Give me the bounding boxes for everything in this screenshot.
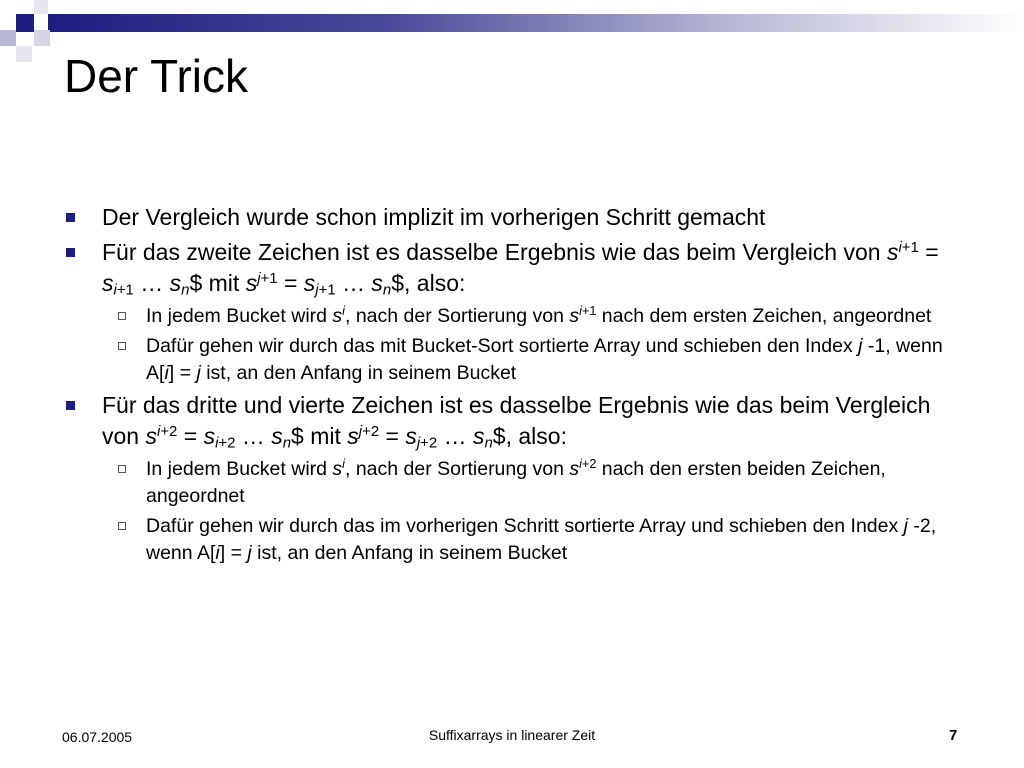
math-var: s — [203, 423, 216, 449]
math-sub: i+2 — [215, 434, 236, 452]
math-sup: i+2 — [579, 457, 597, 472]
math-sup: j+2 — [358, 422, 380, 440]
math-var: s — [472, 423, 485, 449]
math-var: j — [903, 515, 908, 537]
square-bullet-icon — [66, 248, 75, 257]
bullet-item: Für das zweite Zeichen ist es dasselbe Ergebnis wie das beim Vergleich von $s^{i+1} = s_{i+1}$ … $s_n\$$ mit $s^{j+1} = s_{j+1}$ … $s_n\$$, also: — [64, 237, 964, 299]
sub-bullet-item: Dafür gehen wir durch das im vorherigen Schritt sortierte Array und schieben den Index j -2, wenn A[i] = j ist, an den Anfang in seinem Bucket — [64, 513, 964, 567]
bullet-text: Der Vergleich wurde schon implizit im vorherigen Schritt gemacht — [102, 204, 766, 230]
math-sub: j+2 — [416, 434, 438, 452]
math-var: s — [569, 458, 580, 480]
logo-square — [34, 0, 48, 14]
math-sub: n — [282, 434, 292, 452]
logo-square — [34, 30, 50, 46]
math-var: s — [405, 423, 417, 449]
hollow-square-bullet-icon — [118, 465, 126, 473]
hollow-square-bullet-icon — [118, 522, 126, 530]
math-sub: n — [382, 281, 392, 299]
math-var: s — [271, 423, 283, 449]
hollow-square-bullet-icon — [118, 312, 126, 320]
math-var: s — [347, 423, 359, 449]
math-sub: j+1 — [315, 281, 336, 299]
footer-date: 06.07.2005 — [62, 729, 133, 745]
math-var: s — [245, 270, 258, 296]
square-bullet-icon — [66, 213, 75, 222]
math-sup: i+1 — [898, 238, 919, 256]
sub-bullet-item: In jedem Bucket wird $s^i$, nach der Sortierung von $s^{i+2}$ nach den ersten beiden Zeichen, angeordnet — [64, 456, 964, 510]
bullet-item: Für das dritte und vierte Zeichen ist es dasselbe Ergebnis wie das beim Vergleich von $s^{i+2} = s_{i+2}$ … $s_n\$$ mit $s^{j+2} = s_{j+2}$ … $s_n\$$, also: — [64, 390, 964, 452]
footer-title: Suffixarrays in linearer Zeit — [428, 727, 596, 743]
math-var: s — [169, 270, 182, 296]
math-sub: n — [181, 281, 190, 299]
math-var: s — [332, 305, 343, 327]
square-bullet-icon — [66, 401, 75, 410]
logo-square — [16, 14, 34, 32]
slide-content — [64, 202, 964, 570]
logo-square — [16, 46, 32, 62]
sub-bullet-item: Dafür gehen wir durch das mit Bucket-Sort sortierte Array und schieben den Index j -1, wenn A[i] = j ist, an den Anfang in seinem Bucket — [64, 333, 964, 387]
math-var: s — [303, 270, 316, 296]
math-sub: n — [484, 434, 493, 452]
math-sup: j+1 — [257, 269, 278, 287]
hollow-square-bullet-icon — [118, 342, 126, 350]
header-gradient-bar — [48, 14, 1024, 32]
bullet-item — [64, 202, 964, 233]
math-var: j — [247, 542, 252, 564]
math-var: s — [102, 270, 114, 296]
bullet-text: Für das dritte und vierte Zeichen ist es dasselbe Ergebnis wie das beim Vergleich von — [102, 392, 931, 449]
slide-title: Der Trick — [64, 50, 248, 102]
math-sup: i+1 — [579, 304, 597, 319]
math-var: s — [332, 458, 343, 480]
math-var: s — [886, 239, 899, 265]
page-number: 7 — [949, 727, 958, 744]
math-var: s — [569, 305, 580, 327]
math-sup: i — [342, 457, 345, 472]
math-var: j — [196, 362, 201, 384]
math-sup: i — [342, 304, 345, 319]
math-var: i — [164, 362, 169, 384]
math-var: i — [215, 542, 220, 564]
math-var: s — [371, 270, 383, 296]
math-sub: i+1 — [113, 281, 134, 299]
bullet-text: Für das zweite Zeichen ist es dasselbe Ergebnis wie das beim Vergleich von — [102, 239, 887, 265]
math-sup: i+2 — [156, 422, 178, 440]
logo-square — [0, 30, 16, 46]
math-var: j — [858, 335, 863, 357]
sub-bullet-item: In jedem Bucket wird $s^i$, nach der Sortierung von $s^{i+1}$ nach dem ersten Zeichen, angeordnet — [64, 303, 964, 330]
math-var: s — [145, 423, 157, 449]
